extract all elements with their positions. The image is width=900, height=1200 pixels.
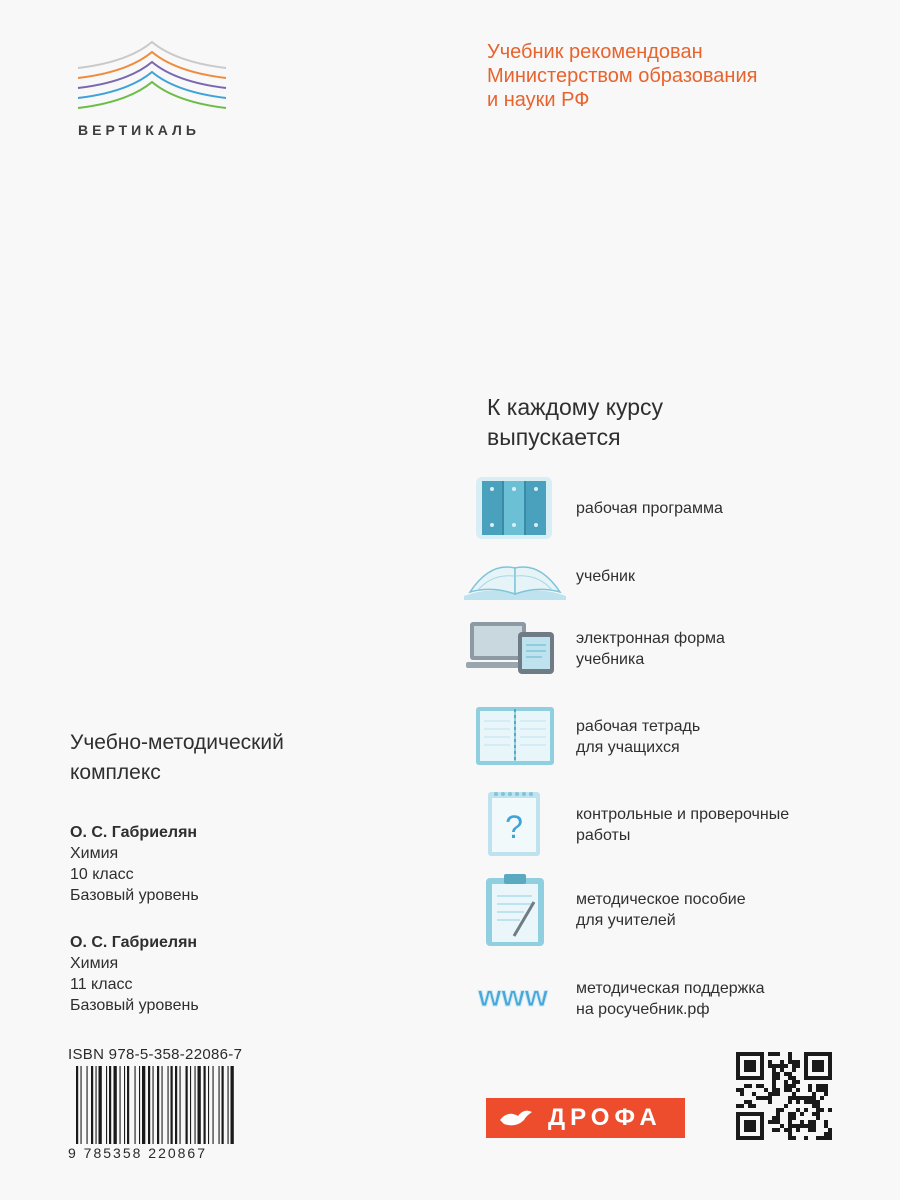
- recommendation-line: Учебник рекомендован: [487, 41, 703, 63]
- drofa-bird-icon: [496, 1106, 536, 1130]
- clipboard-icon: [484, 872, 546, 948]
- book-level: Базовый уровень: [70, 887, 199, 904]
- drofa-logo-text: ДРОФА: [548, 1104, 662, 1131]
- item-label-tests: [576, 804, 789, 846]
- item-label-line: учебник: [576, 568, 635, 585]
- question-notepad-icon: [486, 788, 542, 858]
- umk-heading-line: Учебно-методический: [70, 731, 284, 754]
- item-label-line: электронная форма: [576, 630, 725, 647]
- item-label-work-program: [576, 498, 723, 519]
- umk-heading-line: комплекс: [70, 761, 161, 784]
- book-level: Базовый уровень: [70, 997, 199, 1014]
- item-label-line: рабочая тетрадь: [576, 718, 701, 735]
- item-label-line: методическая поддержка: [576, 980, 765, 997]
- barcode-icon: [76, 1066, 288, 1144]
- book-author: О. С. Габриелян: [70, 824, 198, 841]
- course-heading-line: К каждому курсу: [487, 394, 664, 420]
- vertikal-logo-icon: [76, 40, 228, 116]
- item-label-line: для учащихся: [576, 739, 680, 756]
- isbn-text: ISBN 978-5-358-22086-7: [68, 1046, 243, 1063]
- recommendation-text: [487, 40, 847, 112]
- book-entry-10: [70, 822, 199, 906]
- barcode-digits: 9 785358 220867: [68, 1145, 207, 1161]
- item-label-line: контрольные и проверочные: [576, 806, 790, 823]
- item-label-line: рабочая программа: [576, 500, 723, 517]
- qr-code-icon: [736, 1052, 832, 1140]
- item-label-eform: [576, 628, 725, 670]
- recommendation-line: Министерством образования: [487, 65, 758, 87]
- item-label-teacher-guide: [576, 889, 746, 931]
- course-heading-line: выпускается: [487, 424, 621, 450]
- svg-text:?: ?: [505, 809, 523, 845]
- notebook-icon: [474, 705, 556, 767]
- book-grade: 10 класс: [70, 866, 134, 883]
- item-label-online-support: [576, 978, 765, 1020]
- book-entry-11: [70, 932, 199, 1016]
- recommendation-line: и науки РФ: [487, 89, 590, 111]
- item-label-line: работы: [576, 827, 631, 844]
- course-heading: [487, 392, 663, 452]
- www-icon-text: www: [477, 980, 549, 1013]
- book-subject: Химия: [70, 845, 119, 862]
- book-author: О. С. Габриелян: [70, 934, 198, 951]
- item-label-workbook: [576, 716, 700, 758]
- logo-wordmark: ВЕРТИКАЛЬ: [78, 122, 200, 138]
- item-label-line: для учителей: [576, 912, 676, 929]
- binder-icon: [474, 475, 554, 541]
- umk-heading: [70, 728, 284, 788]
- www-icon: [458, 978, 568, 1014]
- devices-icon: [466, 618, 558, 676]
- book-grade: 11 класс: [70, 976, 133, 993]
- open-book-icon: [460, 556, 570, 602]
- item-label-line: учебника: [576, 651, 645, 668]
- item-label-line: на росучебник.рф: [576, 1001, 710, 1018]
- item-label-textbook: [576, 566, 635, 587]
- drofa-logo: [486, 1098, 685, 1138]
- book-subject: Химия: [70, 955, 119, 972]
- item-label-line: методическое пособие: [576, 891, 746, 908]
